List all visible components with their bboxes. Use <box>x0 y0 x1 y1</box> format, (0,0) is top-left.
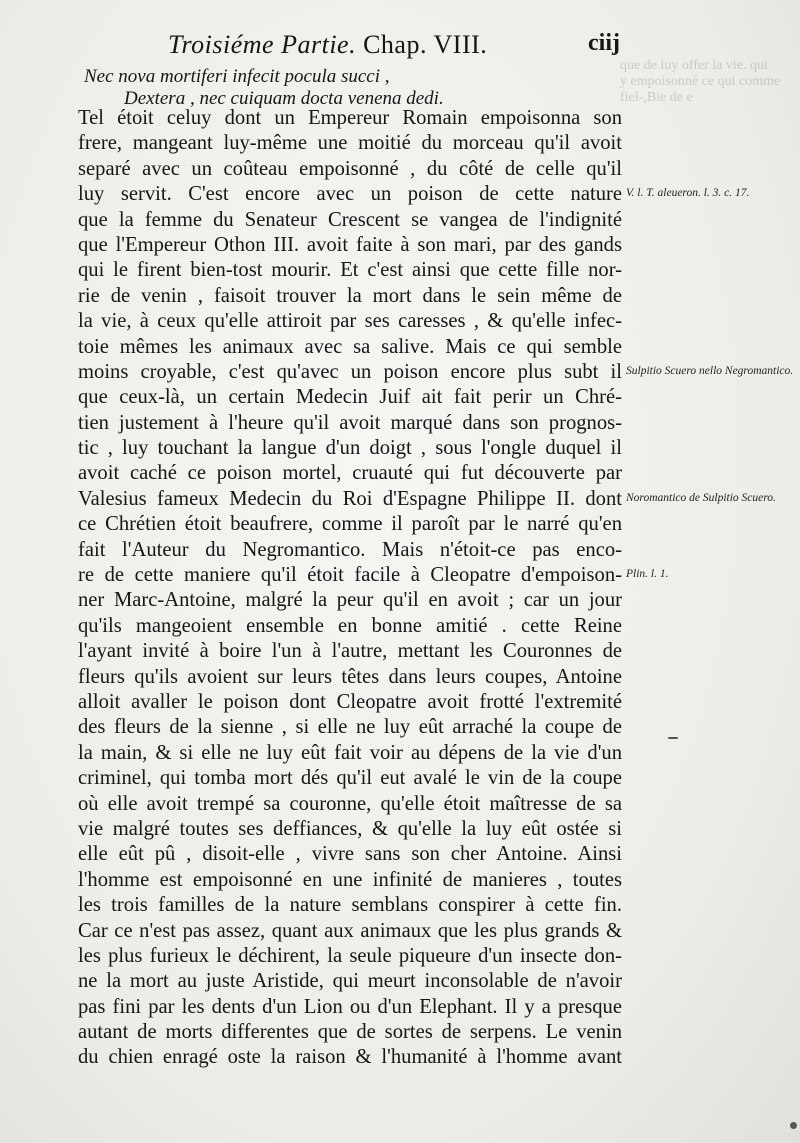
text-line: des fleurs de la sienne , si elle ne luy eût arraché la coupe de <box>78 716 622 739</box>
margin-note: Noromantico de Sulpitio Scuero. <box>626 492 776 504</box>
bleed-line: fiel-,Bie de e <box>620 90 693 105</box>
text-line: moins croyable, c'est qu'avec un poison encore plus subt il <box>78 360 622 383</box>
text-line: Valesius fameux Medecin du Roi d'Espagne Philippe II. dont <box>78 487 622 510</box>
text-line: tien justement à l'heure qu'il avoit marqué dans son prognos- <box>78 411 622 434</box>
text-line: re de cette maniere qu'il étoit facile à Cleopatre d'empoison- <box>78 564 622 587</box>
text-line: criminel, qui tomba mort dés qu'il eut avalé le vin de la coupe <box>78 767 622 790</box>
text-line: ner Marc-Antoine, malgré la peur qu'il en avoit ; car un jour <box>78 589 622 612</box>
bleed-through-text <box>620 58 800 128</box>
text-line: rie de venin , faisoit trouver la mort dans le sein même de <box>78 284 622 307</box>
verse-line: Nec nova mortiferi infecit pocula succi , <box>84 66 390 87</box>
ink-speck <box>790 1122 797 1129</box>
text-line: du chien enragé oste la raison & l'humanité à l'homme avant <box>78 1046 622 1069</box>
text-line: fleurs qu'ils avoient sur leurs têtes dans leurs coupes, Antoine <box>78 665 622 688</box>
text-line: la main, & si elle ne luy eût fait voir au dépens de la vie d'un <box>78 741 622 764</box>
text-line: elle eût pû , disoit-elle , vivre sans son cher Antoine. Ainsi <box>78 843 622 866</box>
text-line: fait l'Auteur du Negromantico. Mais n'étoit-ce pas enco- <box>78 538 622 561</box>
text-line: ce Chrétien étoit beaufrere, comme il paroît par le narré qu'en <box>78 513 622 536</box>
text-line: avoit caché ce poison mortel, cruauté qui fut découverte par <box>78 462 622 485</box>
text-line: que ceux-là, un certain Medecin Juif ait fait perir un Chré- <box>78 386 622 409</box>
text-line: l'homme est empoisonné en une infinité de manieres , toutes <box>78 868 622 891</box>
text-line: tic , luy touchant la langue d'un doigt , sous l'ongle duquel il <box>78 437 622 460</box>
text-line: les plus furieux le déchirent, la seule piqueure d'un insecte don- <box>78 944 622 967</box>
running-title-chapter: Chap. VIII. <box>356 30 488 59</box>
text-line: separé avec un coûteau empoisonné , du côté de celle qu'il <box>78 157 622 180</box>
text-line: luy servit. C'est encore avec un poison de cette nature <box>78 183 622 206</box>
text-line: Tel étoit celuy dont un Empereur Romain empoisonna son <box>78 107 622 129</box>
running-header <box>150 26 620 66</box>
text-line: alloit avaller le poison dont Cleopatre avoit frotté l'extremité <box>78 690 622 713</box>
text-line: qu'ils mangeoient ensemble en bonne amitié . cette Reine <box>78 614 622 637</box>
text-line: que la femme du Senateur Crescent se vangea de l'indignité <box>78 208 622 231</box>
verse-line: Dextera , nec cuiquam docta venena dedi. <box>124 88 444 109</box>
bleed-line: y empoisonné ce qui comme <box>620 74 781 89</box>
text-line: la vie, à ceux qu'elle attiroit par ses caresses , & qu'elle infec- <box>78 310 622 333</box>
text-line: l'ayant invité à boire l'un à l'autre, mettant les Couronnes de <box>78 640 622 663</box>
text-line: frere, mangeant luy-même une moitié du morceau qu'il avoit <box>78 132 622 155</box>
body-text <box>78 106 622 1071</box>
text-line: vie malgré toutes ses deffiances, & qu'elle la luy eût ostée si <box>78 817 622 840</box>
text-line: où elle avoit trempé sa couronne, qu'elle étoit maîtresse de sa <box>78 792 622 815</box>
page-number: ciij <box>588 30 620 56</box>
bleed-line: que de luy offer la vie. qui <box>620 58 768 73</box>
text-line: que l'Empereur Othon III. avoit faite à son mari, par des gands <box>78 233 622 256</box>
running-title <box>168 30 487 60</box>
running-title-part: Troisiéme Partie. <box>168 30 357 59</box>
text-line: pas fini par les dents d'un Lion ou d'un Elephant. Il y a presque <box>78 995 622 1018</box>
margin-note: Sulpitio Scuero nello Negromantico. <box>626 365 794 377</box>
margin-note: Plin. l. 1. <box>626 568 669 581</box>
text-line: autant de morts differentes que de sortes de serpens. Le venin <box>78 1021 622 1044</box>
text-line: Car ce n'est pas assez, quant aux animaux que les plus grands & <box>78 919 622 942</box>
ink-speck <box>668 737 678 739</box>
text-line: les trois familles de la nature semblans conspirer à cette fin. <box>78 894 622 917</box>
margin-note: V. l. T. aleueron. l. 3. c. 17. <box>626 187 750 200</box>
text-line: toie mêmes les animaux avec sa salive. Mais ce qui semble <box>78 335 622 358</box>
text-line: ne la mort au juste Aristide, qui meurt inconsolable de n'avoir <box>78 970 622 993</box>
text-line: qui le firent bien-tost mourir. Et c'est ainsi que cette fille nor- <box>78 259 622 282</box>
